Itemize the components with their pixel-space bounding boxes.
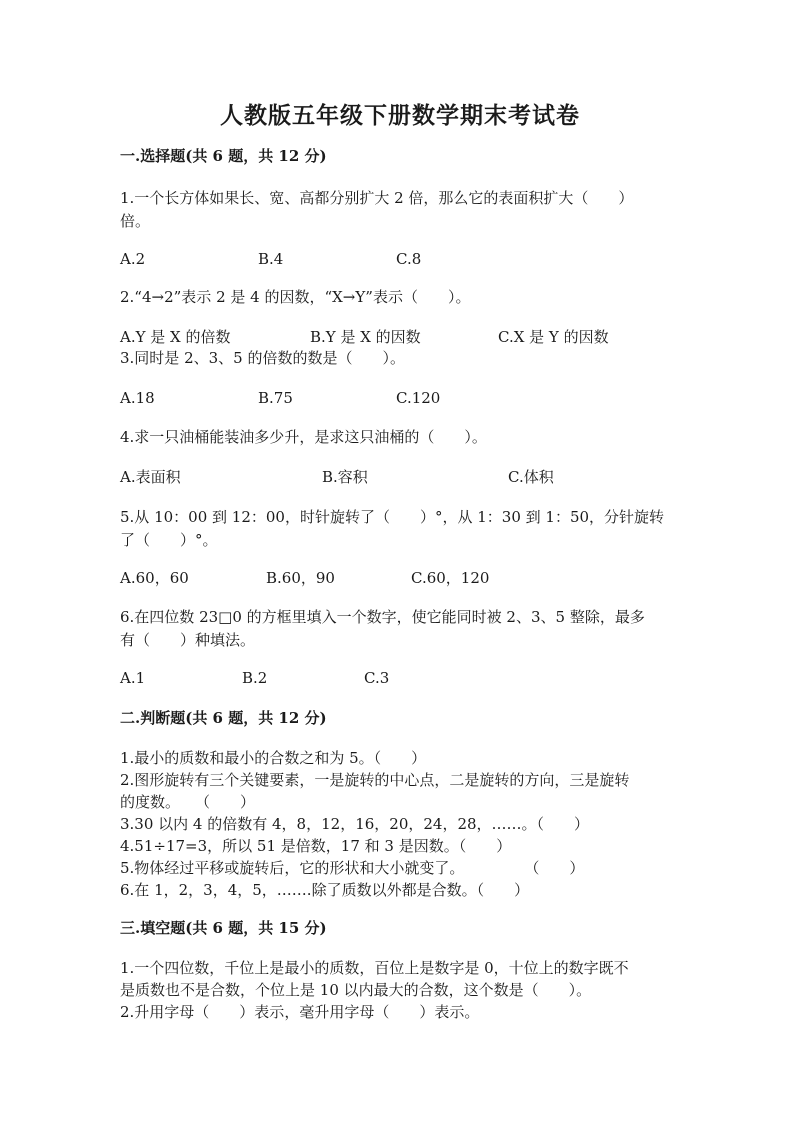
page-title: 人教版五年级下册数学期末考试卷 — [220, 102, 580, 129]
question-4-option-a: A.表面积 — [120, 468, 181, 486]
section-heading-judge: 二.判断题(共 6 题，共 12 分) — [120, 709, 327, 727]
judge-item-3: 3.30 以内 4 的倍数有 4，8，12，16，20，24，28，……。（ ） — [120, 815, 590, 833]
question-2-option-b: B.Y 是 X 的因数 — [310, 328, 421, 346]
question-3-option-b: B.75 — [258, 389, 293, 407]
fill-item-1: 1.一个四位数，千位上是最小的质数，百位上是数字是 0，十位上的数字既不 — [120, 959, 629, 977]
question-4-text: 4.求一只油桶能装油多少升，是求这只油桶的（ ）。 — [120, 428, 487, 446]
section-heading-fill: 三.填空题(共 6 题，共 15 分) — [120, 919, 327, 937]
question-2-option-c: C.X 是 Y 的因数 — [498, 328, 609, 346]
question-6-text: 6.在四位数 23□0 的方框里填入一个数字，使它能同时被 2、3、5 整除，最多 — [120, 608, 645, 626]
question-6-option-b: B.2 — [242, 669, 268, 687]
judge-item-2-cont: 的度数。 （ ） — [120, 793, 256, 811]
fill-item-1-cont: 是质数也不是合数，个位上是 10 以内最大的合数，这个数是（ ）。 — [120, 981, 592, 999]
section-heading-choice: 一.选择题(共 6 题，共 12 分) — [120, 147, 327, 165]
fill-item-2: 2.升用字母（ ）表示，毫升用字母（ ）表示。 — [120, 1003, 480, 1021]
question-1-text: 1.一个长方体如果长、宽、高都分别扩大 2 倍，那么它的表面积扩大（ ） — [120, 189, 634, 207]
question-5-option-c: C.60，120 — [411, 569, 490, 587]
question-4-option-c: C.体积 — [508, 468, 554, 486]
question-6-text-cont: 有（ ）种填法。 — [120, 631, 256, 649]
question-3-option-a: A.18 — [120, 389, 155, 407]
judge-item-5: 5.物体经过平移或旋转后，它的形状和大小就变了。 （ ） — [120, 859, 585, 877]
judge-item-4: 4.51÷17=3，所以 51 是倍数，17 和 3 是因数。（ ） — [120, 837, 512, 855]
question-1-option-c: C.8 — [396, 250, 422, 268]
question-3-option-c: C.120 — [396, 389, 441, 407]
question-6-option-a: A.1 — [120, 669, 146, 687]
question-2-option-a: A.Y 是 X 的倍数 — [120, 328, 231, 346]
question-4-option-b: B.容积 — [322, 468, 368, 486]
question-5-option-a: A.60，60 — [120, 569, 189, 587]
judge-item-2: 2.图形旋转有三个关键要素，一是旋转的中心点，二是旋转的方向，三是旋转 — [120, 771, 630, 789]
question-2-text: 2.“4→2”表示 2 是 4 的因数，“X→Y”表示（ ）。 — [120, 288, 471, 306]
question-5-option-b: B.60，90 — [266, 569, 335, 587]
question-1-option-b: B.4 — [258, 250, 284, 268]
question-1-text-cont: 倍。 — [120, 212, 151, 230]
question-3-text: 3.同时是 2、3、5 的倍数的数是（ ）。 — [120, 349, 405, 367]
question-6-option-c: C.3 — [364, 669, 390, 687]
question-5-text-cont: 了（ ）°。 — [120, 531, 218, 549]
judge-item-6: 6.在 1，2，3，4，5，…….除了质数以外都是合数。（ ） — [120, 881, 530, 899]
question-1-option-a: A.2 — [120, 250, 146, 268]
question-5-text: 5.从 10：00 到 12：00，时针旋转了（ ）°，从 1：30 到 1：50，分针旋转 — [120, 508, 665, 526]
judge-item-1: 1.最小的质数和最小的合数之和为 5。（ ） — [120, 749, 427, 767]
